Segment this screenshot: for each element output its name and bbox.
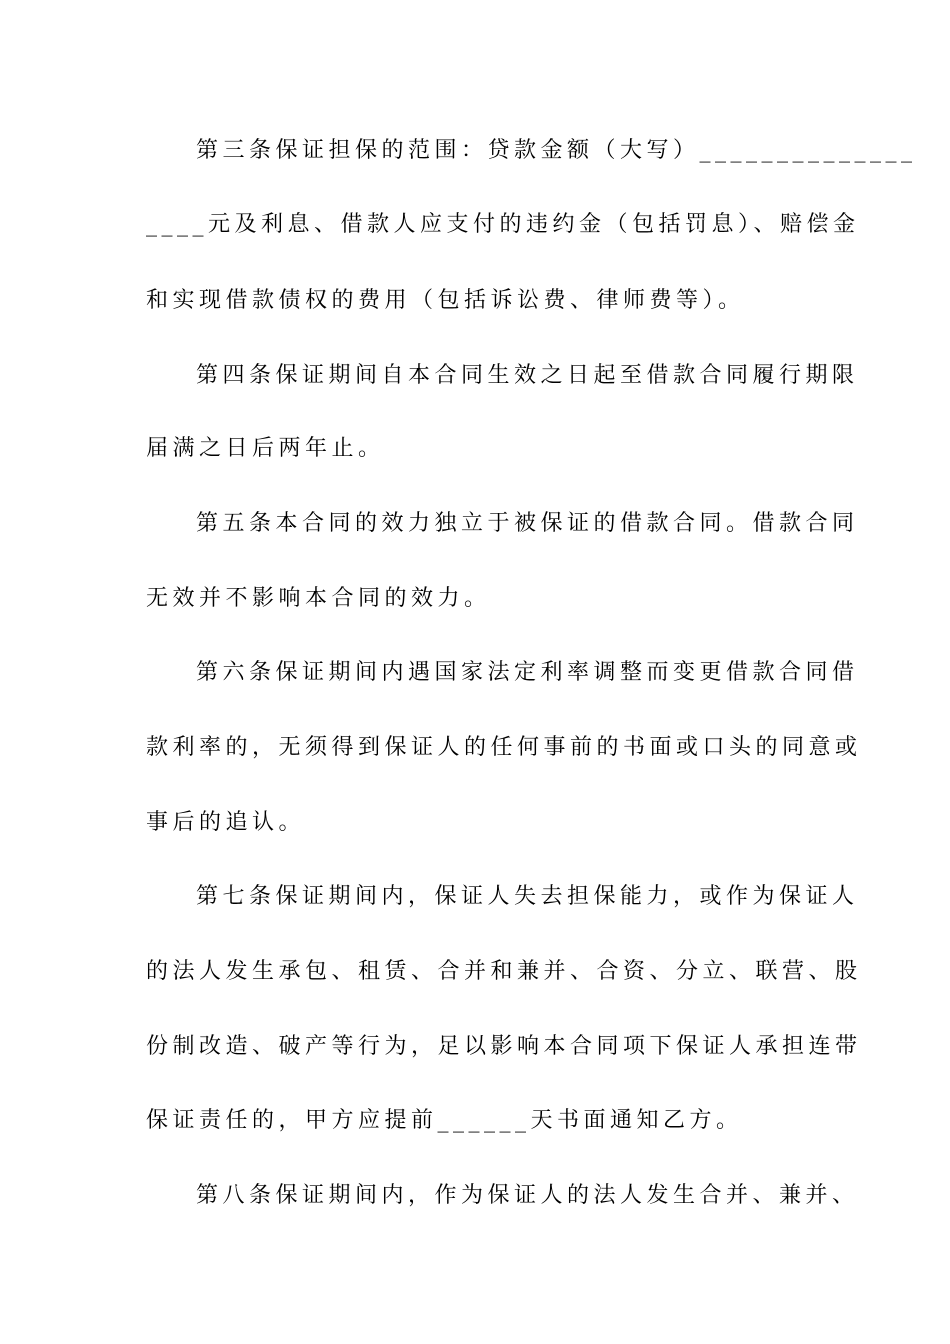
- article-5-line-2: 无效并不影响本合同的效力。: [146, 586, 491, 611]
- article-7-line-4: 保证责任的，甲方应提前______天书面通知乙方。: [146, 1108, 743, 1133]
- article-7-line-2: 的法人发生承包、租赁、合并和兼并、合资、分立、联营、股: [146, 959, 862, 984]
- article-5-line-1: 第五条本合同的效力独立于被保证的借款合同。借款合同: [196, 511, 859, 536]
- article-7-line-1: 第七条保证期间内，保证人失去担保能力，或作为保证人: [196, 884, 859, 909]
- article-7-line-3: 份制改造、破产等行为，足以影响本合同项下保证人承担连带: [146, 1034, 862, 1059]
- article-6-line-3: 事后的追认。: [146, 810, 306, 835]
- article-6-line-2: 款利率的，无须得到保证人的任何事前的书面或口头的同意或: [146, 735, 862, 760]
- article-8-line-1: 第八条保证期间内，作为保证人的法人发生合并、兼并、: [196, 1183, 859, 1208]
- article-3-line-1: 第三条保证担保的范围：贷款金额（大写）______________: [196, 138, 917, 163]
- article-6-line-1: 第六条保证期间内遇国家法定利率调整而变更借款合同借: [196, 660, 859, 685]
- article-4-line-1: 第四条保证期间自本合同生效之日起至借款合同履行期限: [196, 363, 859, 388]
- article-3-line-2: ____元及利息、借款人应支付的违约金（包括罚息）、赔偿金: [146, 212, 860, 237]
- article-3-line-3: 和实现借款债权的费用（包括诉讼费、律师费等）。: [146, 288, 745, 313]
- article-4-line-2: 届满之日后两年止。: [146, 436, 385, 461]
